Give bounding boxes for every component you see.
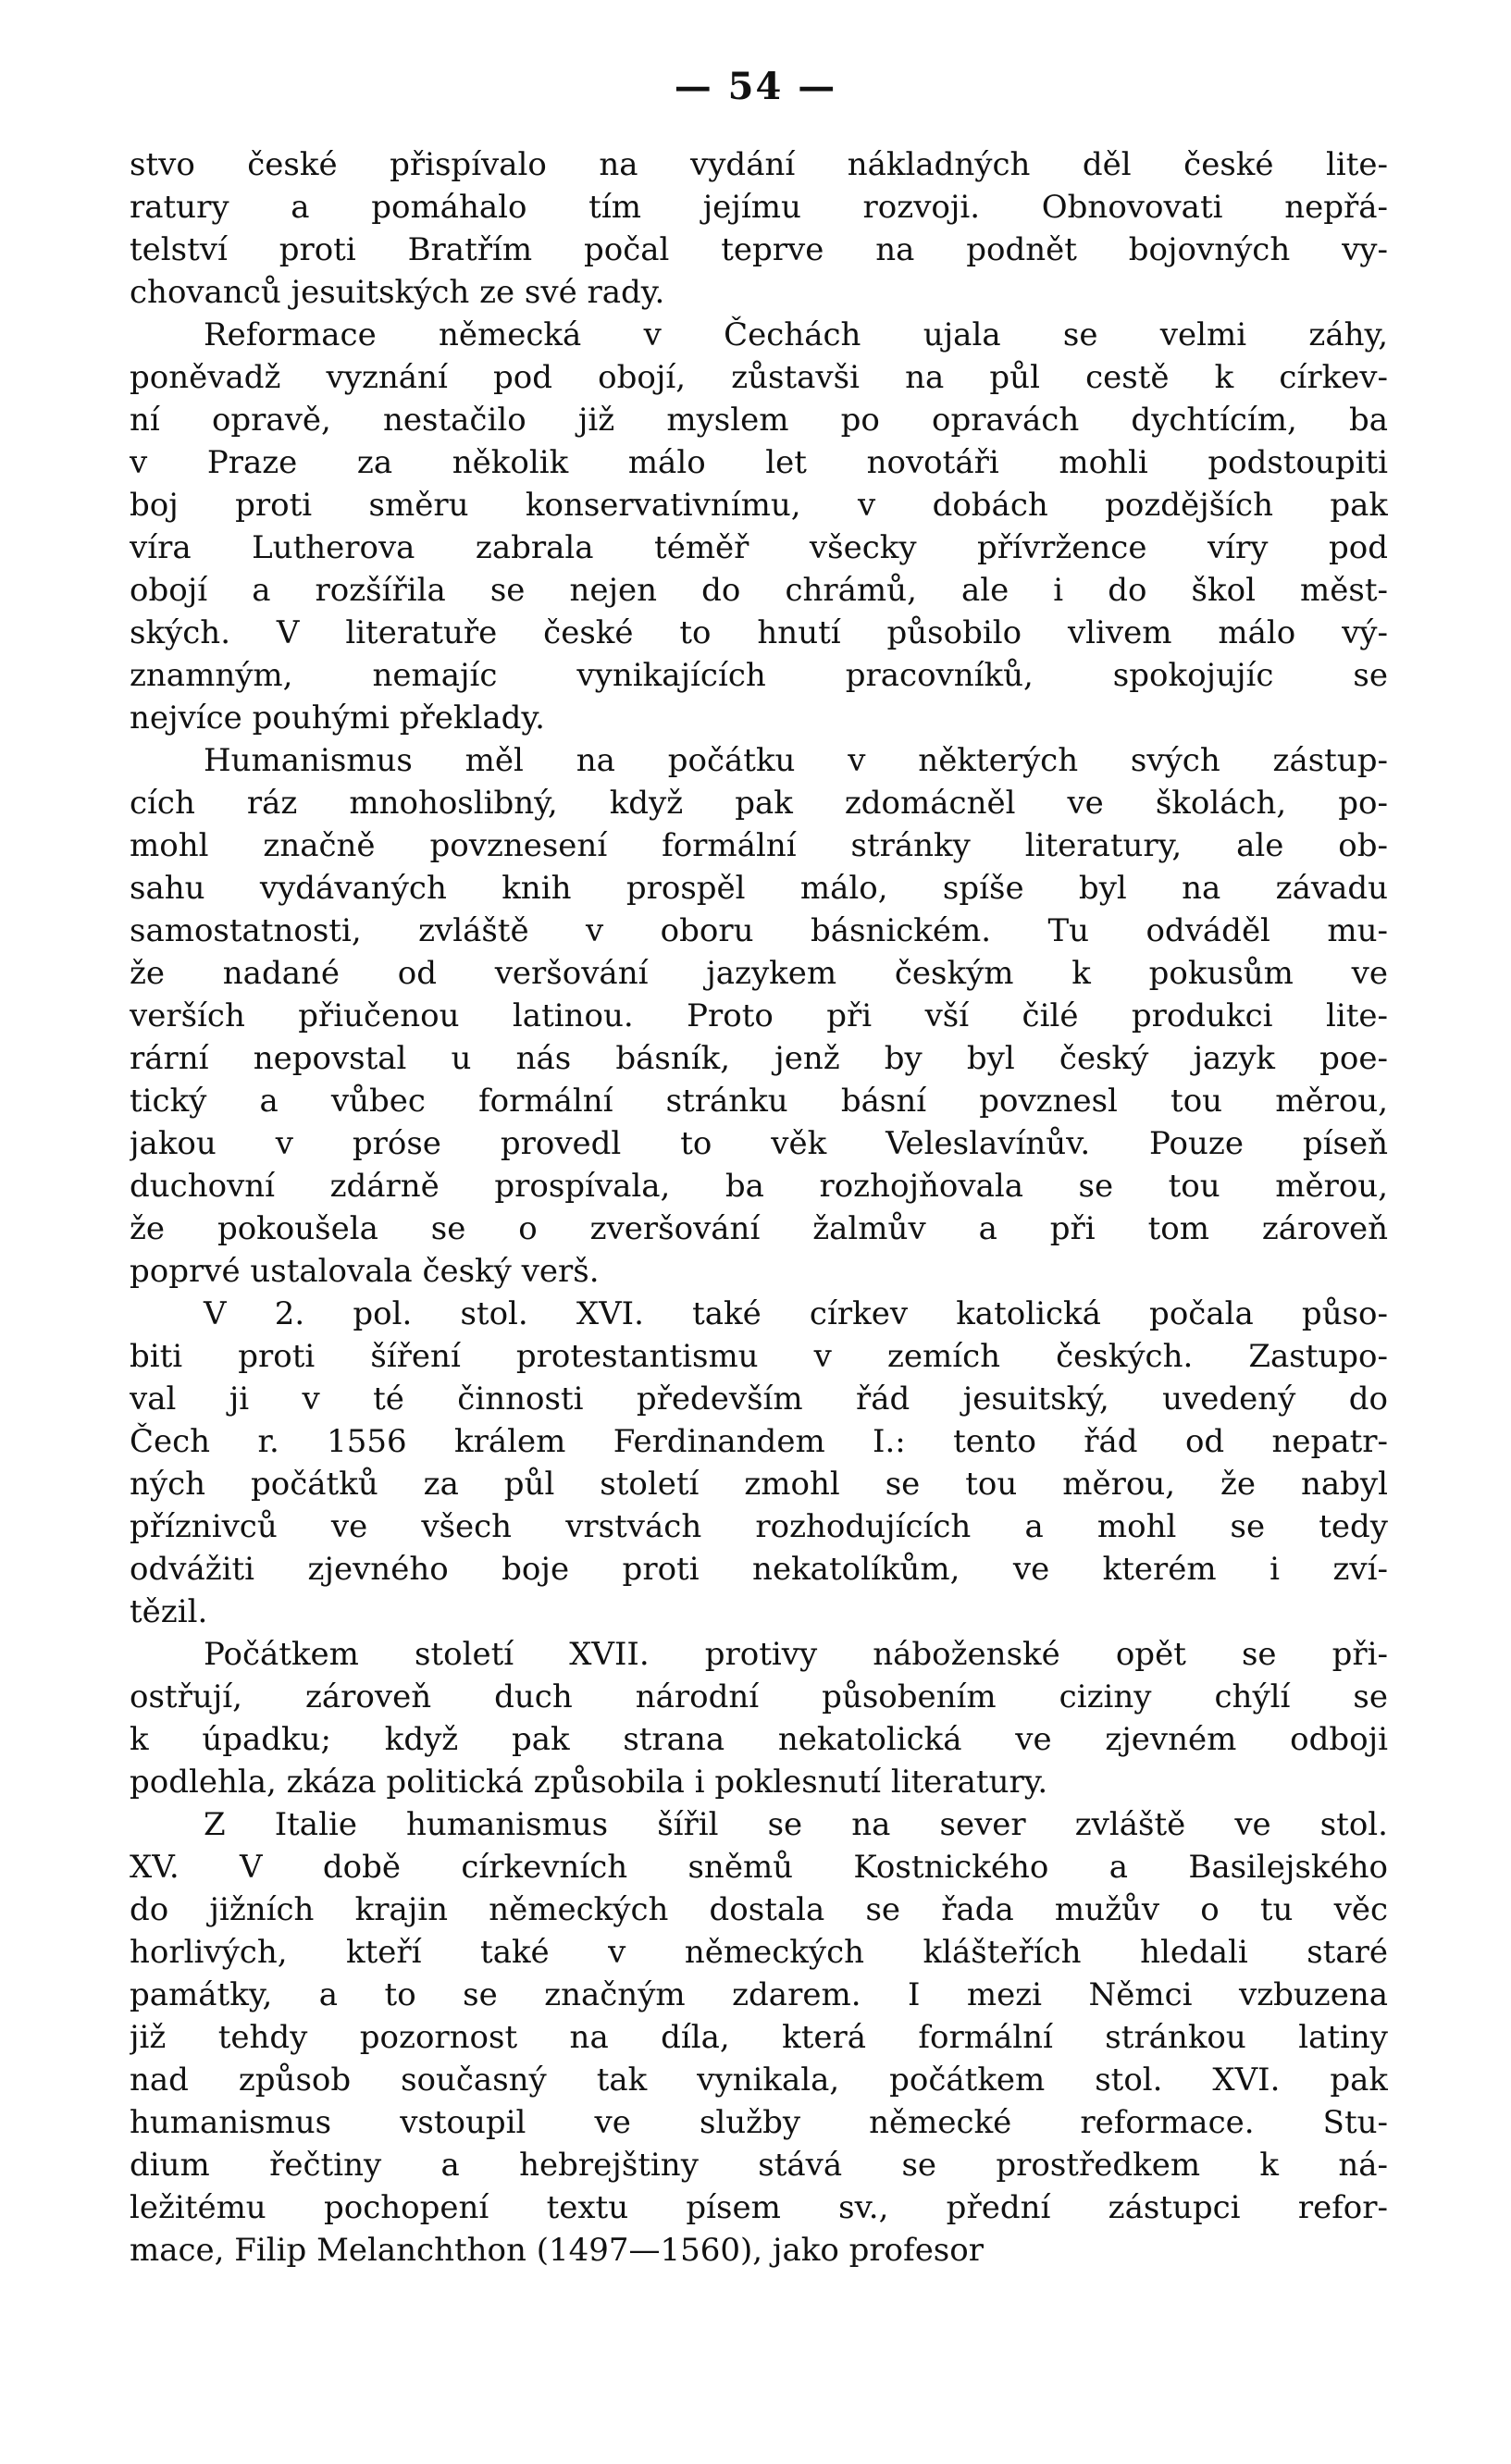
text-line: XV. V době církevních sněmů Kostnického a Basilejského (130, 1849, 1388, 1886)
text-line: horlivých, kteří také v německých klášteřích hledali staré (130, 1934, 1388, 1971)
text-line: tický a vůbec formální stránku básní povznesl tou měrou, (130, 1083, 1388, 1120)
text-line: mohl značně povznesení formální stránky literatury, ale ob- (130, 827, 1388, 864)
text-line: cích ráz mnohoslibný, když pak zdomácněl ve školách, po- (130, 785, 1388, 822)
text-line: sahu vydávaných knih prospěl málo, spíše byl na závadu (130, 870, 1388, 907)
text-line: že nadané od veršování jazykem českým k pokusům ve (130, 955, 1388, 992)
text-line: Čech r. 1556 králem Ferdinandem I.: tento řád od nepatr- (130, 1423, 1388, 1460)
text-line: V 2. pol. stol. XVI. také církev katolická počala půso- (204, 1295, 1388, 1332)
text-line: ní opravě, nestačilo již myslem po opravách dychtícím, ba (130, 402, 1388, 439)
text-line: ských. V literatuře české to hnutí působilo vlivem málo vý- (130, 614, 1388, 651)
text-line: samostatnosti, zvláště v oboru básnickém. Tu odváděl mu- (130, 912, 1388, 949)
text-line: památky, a to se značným zdarem. I mezi Němci vzbuzena (130, 1976, 1388, 2013)
text-line: telství proti Bratřím počal teprve na podnět bojovných vy- (130, 231, 1388, 268)
text-line: jakou v próse provedl to věk Veleslavínův. Pouze píseň (130, 1125, 1388, 1162)
text-line: ných počátků za půl století zmohl se tou měrou, že nabyl (130, 1466, 1388, 1503)
text-line: k úpadku; když pak strana nekatolická ve zjevném odboji (130, 1721, 1388, 1758)
text-line: Humanismus měl na počátku v některých svých zástup- (204, 742, 1388, 779)
text-line: ratury a pomáhalo tím jejímu rozvoji. Obnovovati nepřá- (130, 189, 1388, 226)
text-line: ležitému pochopení textu písem sv., přední zástupci refor- (130, 2189, 1388, 2226)
text-line: nejvíce pouhými překlady. (130, 700, 545, 737)
text-line: Počátkem století XVII. protivy náboženské opět se při- (204, 1636, 1388, 1673)
text-line: víra Lutherova zabrala téměř všecky přívržence víry pod (130, 529, 1388, 566)
text-line: mace, Filip Melanchthon (1497—1560), jako profesor (130, 2232, 984, 2269)
text-line: do jižních krajin německých dostala se řada mužův o tu věc (130, 1891, 1388, 1928)
text-line: podlehla, zkáza politická způsobila i poklesnutí literatury. (130, 1764, 1048, 1801)
text-line: Z Italie humanismus šířil se na sever zvláště ve stol. (204, 1806, 1388, 1843)
text-line: ostřují, zároveň duch národní působením ciziny chýlí se (130, 1678, 1388, 1715)
text-line: již tehdy pozornost na díla, která formální stránkou latiny (130, 2019, 1388, 2056)
text-line: tězil. (130, 1593, 208, 1630)
page-number: — 54 — (674, 65, 837, 108)
text-line: poněvadž vyznání pod obojí, zůstavši na půl cestě k církev- (130, 359, 1388, 396)
text-line: humanismus vstoupil ve služby německé reformace. Stu- (130, 2104, 1388, 2141)
text-line: odvážiti zjevného boje proti nekatolíkům, ve kterém i zví- (130, 1551, 1388, 1588)
text-line: boj proti směru konservativnímu, v dobách pozdějších pak (130, 487, 1388, 524)
text-line: verších přiučenou latinou. Proto při vší čilé produkci lite- (130, 997, 1388, 1034)
text-line: že pokoušela se o zveršování žalmův a při tom zároveň (130, 1210, 1388, 1247)
text-line: obojí a rozšířila se nejen do chrámů, ale i do škol měst- (130, 572, 1388, 609)
text-line: chovanců jesuitských ze své rady. (130, 274, 665, 311)
body-text (130, 143, 1388, 2272)
text-line: znamným, nemajíc vynikajících pracovníků, spokojujíc se (130, 657, 1388, 694)
text-line: v Praze za několik málo let novotáři mohli podstoupiti (130, 444, 1388, 481)
text-line: biti proti šíření protestantismu v zemích českých. Zastupo- (130, 1338, 1388, 1375)
text-line: dium řečtiny a hebrejštiny stává se prostředkem k ná- (130, 2147, 1388, 2184)
text-line: nad způsob současný tak vynikala, počátkem stol. XVI. pak (130, 2062, 1388, 2099)
text-line: Reformace německá v Čechách ujala se velmi záhy, (204, 316, 1388, 353)
text-line: stvo české přispívalo na vydání nákladných děl české lite- (130, 146, 1388, 183)
text-line: val ji v té činnosti především řád jesuitský, uvedený do (130, 1381, 1388, 1418)
text-line: rární nepovstal u nás básník, jenž by byl český jazyk poe- (130, 1040, 1388, 1077)
text-line: duchovní zdárně prospívala, ba rozhojňovala se tou měrou, (130, 1168, 1388, 1205)
text-line: poprvé ustalovala český verš. (130, 1253, 600, 1290)
text-line: příznivců ve všech vrstvách rozhodujících a mohl se tedy (130, 1508, 1388, 1545)
